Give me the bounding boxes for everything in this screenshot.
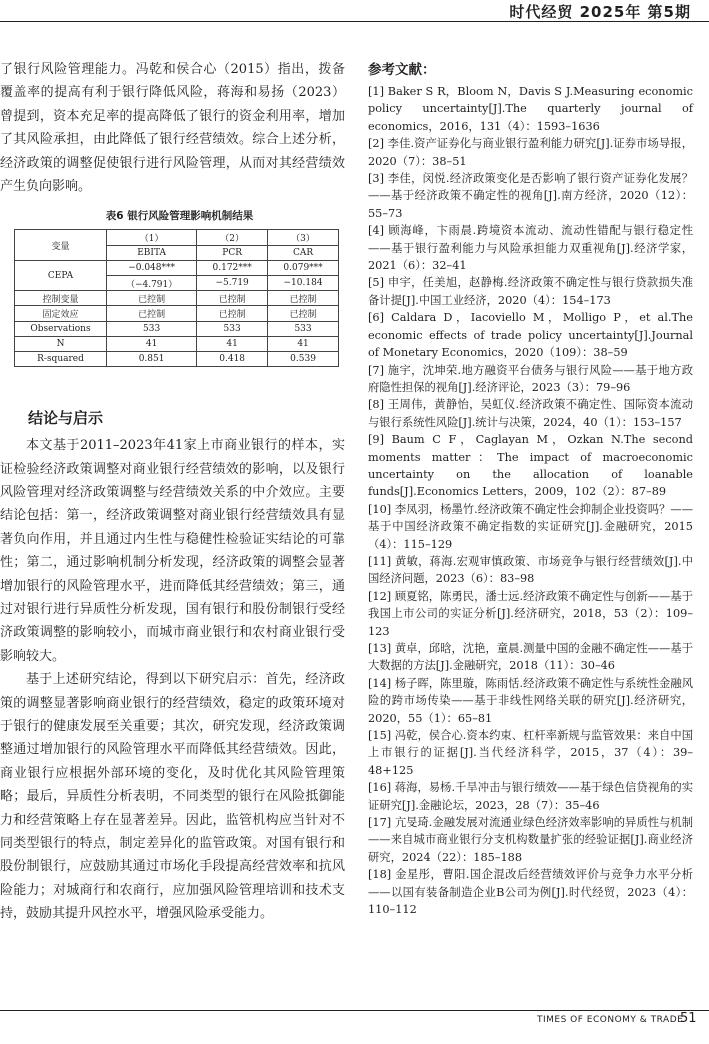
col-name: EBITA (107, 245, 197, 260)
reference-item: [8] 王周伟，黄静怡，吴虹仪.经济政策不确定性、国际资本流动与银行系统性风险[J].统计与决策，2024，40（1）：153–157 (368, 398, 693, 429)
table-row (15, 336, 339, 351)
references-title: 参考文献： (368, 62, 436, 78)
table-row (15, 260, 339, 275)
col-number: （2） (197, 230, 268, 245)
row-label: N (15, 336, 107, 351)
table-cell: （−4.791） (107, 276, 197, 291)
reference-item: [16] 蒋海，易杨.千旱冲击与银行绩效——基于绿色信贷视角的实证研究[J].金融论坛，2023，28（7）：35–46 (368, 781, 693, 812)
reference-item: [7] 施宇，沈坤荣.地方融资平台债务与银行风险——基于地方政府隐性担保的视角[J].经济评论，2023（3）：79–96 (368, 363, 693, 394)
table-cell: 41 (107, 336, 197, 351)
table-cell: 0.172*** (197, 260, 268, 275)
table-cell: −5.719 (197, 276, 268, 291)
row-label: 控制变量 (15, 291, 107, 306)
col-number: （3） (268, 230, 339, 245)
left-column (0, 58, 345, 926)
table-cell: 已控制 (107, 291, 197, 306)
reference-item: [11] 黄敏，蒋海.宏观审慎政策、市场竞争与银行经营绩效[J].中国经济问题，2023（6）：83–98 (368, 554, 693, 586)
right-column (368, 58, 693, 919)
table-header-row (15, 230, 339, 245)
implication-paragraph: 基于上述研究结论，得到以下研究启示：首先，经济政策的调整显著影响商业银行的经营绩效，稳定的政策环境对于银行的健康发展至关重要；其次，研究发现，经济政策调整通过增加银行的风险管理水平而降低其经营绩效。因此，商业银行应根据外部环境的变化，及时优化其风险管理策略；最后，异质性分析表明，不同类型的银行在风险抵御能力和经营策略上存在显著差异。因此，监管机构应当针对不同类型银行的特点，制定差异化的监管政策。对国有银行和股份制银行，应鼓励其通过市场化手段提高经营效率和抗风险能力；对城商行和农商行，应加强风险管理培训和技术支持，鼓励其提升风控水平，增强风险承受能力。 (0, 672, 345, 922)
page-number: 51 (680, 1011, 697, 1026)
col-name: PCR (197, 245, 268, 260)
footer-divider (0, 1010, 709, 1011)
table-cell: 已控制 (268, 291, 339, 306)
table-row (15, 291, 339, 306)
reference-item: [17] 亢旻琦.金融发展对流通业绿色经济效率影响的异质性与机制——来自城市商业银行分支机构数量扩张的经验证据[J].商业经济研究，2024（22）：185–188 (368, 816, 693, 864)
reference-item: [18] 金星彤，曹阳.国企混改后经营绩效评价与竞争力水平分析——以国有装备制造企业B公司为例[J].时代经贸，2023（4）：110–112 (368, 868, 693, 917)
section-title: 结论与启示 (28, 409, 104, 428)
row-label: Observations (15, 321, 107, 336)
references-list (368, 83, 693, 919)
reference-item: [14] 杨子晖，陈里璇，陈雨恬.经济政策不确定性与系统性金融风险的跨市场传染——基于非线性网络关联的研究[J].经济研究，2020，55（1）：65–81 (368, 676, 693, 725)
reference-item: [3] 李佳，闵悦.经济政策变化是否影响了银行资产证券化发展？——基于经济政策不确定性的视角[J].南方经济，2020（12）：55–73 (368, 172, 693, 220)
row-label: R-squared (15, 351, 107, 366)
reference-item: [2] 李佳.资产证券化与商业银行盈利能力研究[J].证券市场导报，2020（7）：38–51 (368, 137, 693, 168)
table-row (15, 321, 339, 336)
reference-item: [9] Baum C F，Caglayan M，Ozkan N.The second moments matter：The impact of macroeconomic uncertainty on the allocation of loanable funds[J].Economics Letters，2009，102（2）：87–89 (368, 433, 693, 499)
page-header (0, 0, 709, 22)
table-cell: 0.539 (268, 351, 339, 366)
conclusion-paragraph: 本文基于2011–2023年41家上市商业银行的样本，实证检验经济政策调整对商业银行经营绩效的影响，以及银行风险管理对经济政策调整与经营绩效关系的中介效应。主要结论包括：第一，经济政策调整对商业银行经营绩效具有显著负向作用，并且通过内生性与稳健性检验证实结论的可靠性；第二，通过影响机制分析发现，经济政策的调整会显著增加银行的风险管理水平，进而降低其经营绩效；第三，通过对银行进行异质性分析发现，国有银行和股份制银行受经济政策调整的影响较小，而城市商业银行和农村商业银行受影响较大。 (0, 438, 345, 664)
table-cell: 533 (197, 321, 268, 336)
reference-item: [1] Baker S R，Bloom N，Davis S J.Measuring economic policy uncertainty[J].The quarterly journal of economics，2016，131（4）：1593–1636 (368, 85, 693, 133)
reference-item: [4] 顾海峰，卞雨晨.跨境资本流动、流动性错配与银行稳定性——基于银行盈利能力与风险承担能力双重视角[J].经济学家，2021（6）：32–41 (368, 224, 693, 273)
reference-item: [12] 顾夏铭，陈勇民，潘士远.经济政策不确定性与创新——基于我国上市公司的实证分析[J].经济研究，2018，53（2）：109–123 (368, 589, 693, 638)
reference-item: [6] Caldara D，Iacoviello M，Molligo P，et al.The economic effects of trade policy uncertainty[J].Journal of Monetary Economics，2020（109）：38–59 (368, 311, 693, 360)
journal-issue-header: 时代经贸 2025年 第5期 (509, 3, 691, 21)
table-cell: 533 (268, 321, 339, 336)
footer-journal-name: TIMES OF ECONOMY & TRADE (537, 1015, 684, 1025)
col-name: CAR (268, 245, 339, 260)
header-variable: 变量 (15, 230, 107, 260)
table-caption: 表6 银行风险管理影响机制结果 (105, 210, 254, 223)
table-cell: 41 (197, 336, 268, 351)
table-cell: 533 (107, 321, 197, 336)
table-cell: 已控制 (107, 306, 197, 321)
table-cell: −10.184 (268, 276, 339, 291)
table-row (15, 306, 339, 321)
table-cell: 41 (268, 336, 339, 351)
table-cell: 已控制 (197, 291, 268, 306)
table-row (15, 351, 339, 366)
table-cell: 0.851 (107, 351, 197, 366)
intro-paragraph: 了银行风险管理能力。冯乾和侯合心（2015）指出，拨备覆盖率的提高有利于银行降低风险，蒋海和易扬（2023）曾提到，资本充足率的提高降低了银行的资金利用率，增加了其风险承担，由此降低了银行经营绩效。综合上述分析，经济政策的调整促使银行进行风险管理，从而对其经营绩效产生负向影响。 (0, 62, 345, 195)
table-cell: 已控制 (268, 306, 339, 321)
reference-item: [5] 申宇，任美旭，赵静梅.经济政策不确定性与银行贷款损失准备计提[J].中国工业经济，2020（4）：154–173 (368, 276, 693, 307)
col-number: （1） (107, 230, 197, 245)
table-cell: 已控制 (197, 306, 268, 321)
reference-item: [10] 李凤羽，杨墨竹.经济政策不确定性会抑制企业投资吗？——基于中国经济政策不确定指数的实证研究[J].金融研究，2015（4）：115–129 (368, 502, 693, 551)
table-cell: 0.079*** (268, 260, 339, 275)
row-label: CEPA (15, 260, 107, 290)
reference-item: [13] 黄卓，邱晗，沈艳，童晨.测量中国的金融不确定性——基于大数据的方法[J].金融研究，2018（11）：30–46 (368, 642, 693, 673)
results-table (14, 229, 339, 367)
row-label: 固定效应 (15, 306, 107, 321)
reference-item: [15] 冯乾，侯合心.资本约束、杠杆率新规与监管效果：来自中国上市银行的证据[J].当代经济科学，2015，37（4）：39–48+125 (368, 729, 693, 777)
table-cell: −0.048*** (107, 260, 197, 275)
table-cell: 0.418 (197, 351, 268, 366)
